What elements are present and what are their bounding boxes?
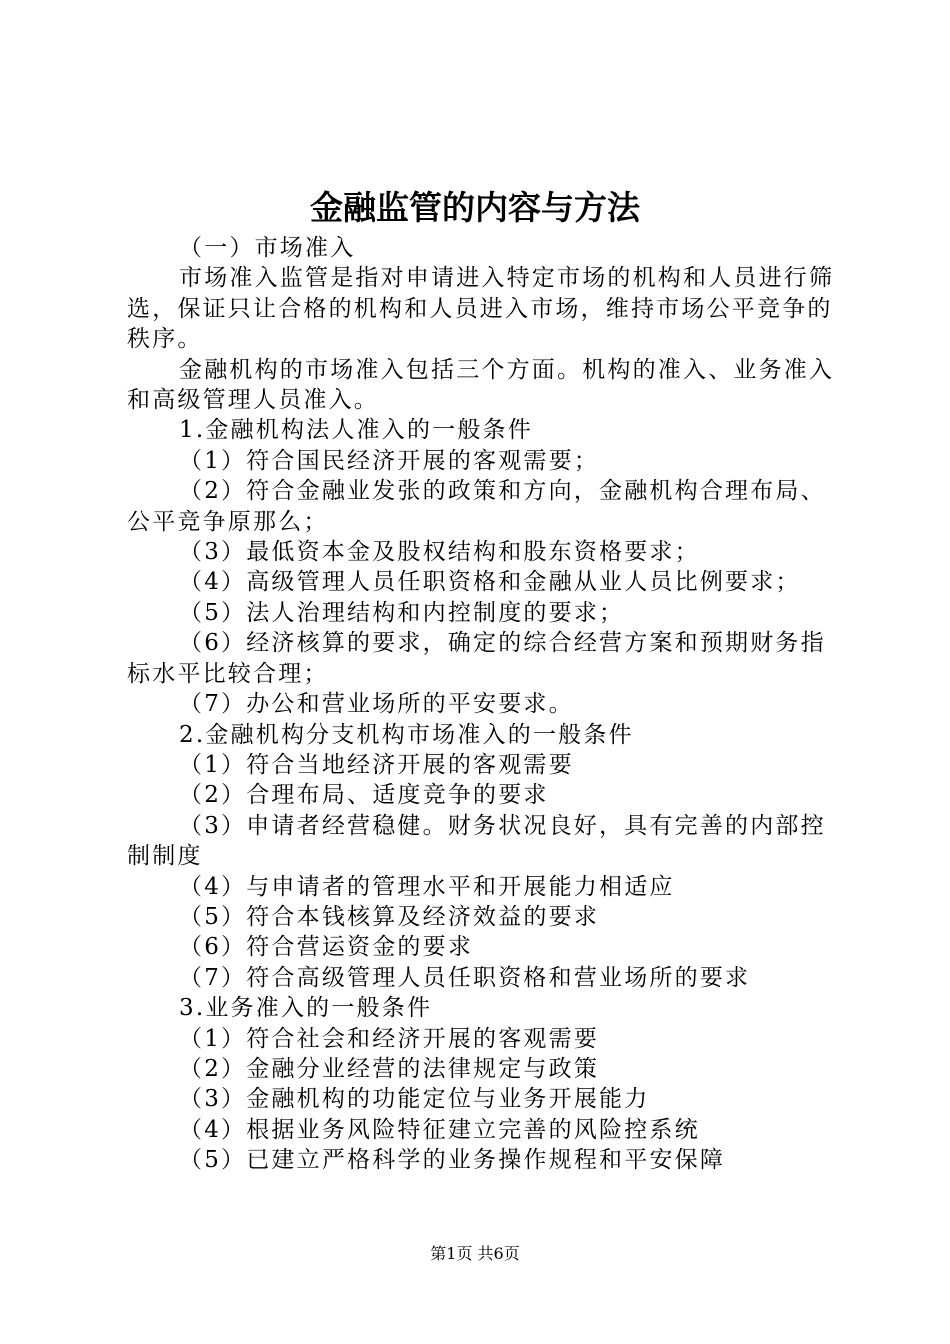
list-item: （2）金融分业经营的法律规定与政策 xyxy=(179,1055,600,1082)
list-item: （1）符合国民经济开展的客观需要； xyxy=(179,447,600,474)
list-item: （4）根据业务风险特征建立完善的风险控系统 xyxy=(179,1116,700,1143)
list-item: （6）符合营运资金的要求 xyxy=(179,934,474,961)
list-item: （3）最低资本金及股权结构和股东资格要求； xyxy=(179,539,700,566)
subsection-heading: 1.金融机构法人准入的一般条件 xyxy=(179,417,533,444)
document-body xyxy=(127,233,837,1176)
list-item: （7）办公和营业场所的平安要求。 xyxy=(179,691,574,718)
document-title: 金融监管的内容与方法 xyxy=(310,188,640,227)
paragraph: 金融机构的市场准入包括三个方面。机构的准入、业务准入和高级管理人员准入。 xyxy=(127,356,835,414)
list-item: （5）符合本钱核算及经济效益的要求 xyxy=(179,903,600,930)
page-footer: 第1页 共6页 xyxy=(430,1244,520,1263)
list-item: （3）金融机构的功能定位与业务开展能力 xyxy=(179,1086,650,1113)
list-item: （6）经济核算的要求，确定的综合经营方案和预期财务指标水平比较合理； xyxy=(127,630,826,687)
subsection-heading: 2.金融机构分支机构市场准入的一般条件 xyxy=(179,721,634,748)
list-item: （2）符合金融业发张的政策和方向，金融机构合理布局、公平竞争原那么； xyxy=(127,478,826,535)
section-heading: （一）市场准入 xyxy=(179,235,356,261)
list-item: （4）与申请者的管理水平和开展能力相适应 xyxy=(179,873,675,900)
list-item: （3）申请者经营稳健。财务状况良好，具有完善的内部控制制度 xyxy=(127,812,826,870)
list-item: （4）高级管理人员任职资格和金融从业人员比例要求； xyxy=(179,569,801,596)
list-item: （1）符合当地经济开展的客观需要 xyxy=(179,751,574,778)
list-item: （5）已建立严格科学的业务操作规程和平安保障 xyxy=(179,1147,726,1174)
list-item: （2）合理布局、适度竞争的要求 xyxy=(179,782,549,809)
subsection-heading: 3.业务准入的一般条件 xyxy=(179,995,433,1022)
list-item: （5）法人治理结构和内控制度的要求； xyxy=(179,599,625,626)
list-item: （1）符合社会和经济开展的客观需要 xyxy=(179,1025,600,1052)
list-item: （7）符合高级管理人员任职资格和营业场所的要求 xyxy=(179,964,751,991)
paragraph: 市场准入监管是指对申请进入特定市场的机构和人员进行筛选，保证只让合格的机构和人员进入市场，维持市场公平竞争的秩序。 xyxy=(127,265,835,353)
